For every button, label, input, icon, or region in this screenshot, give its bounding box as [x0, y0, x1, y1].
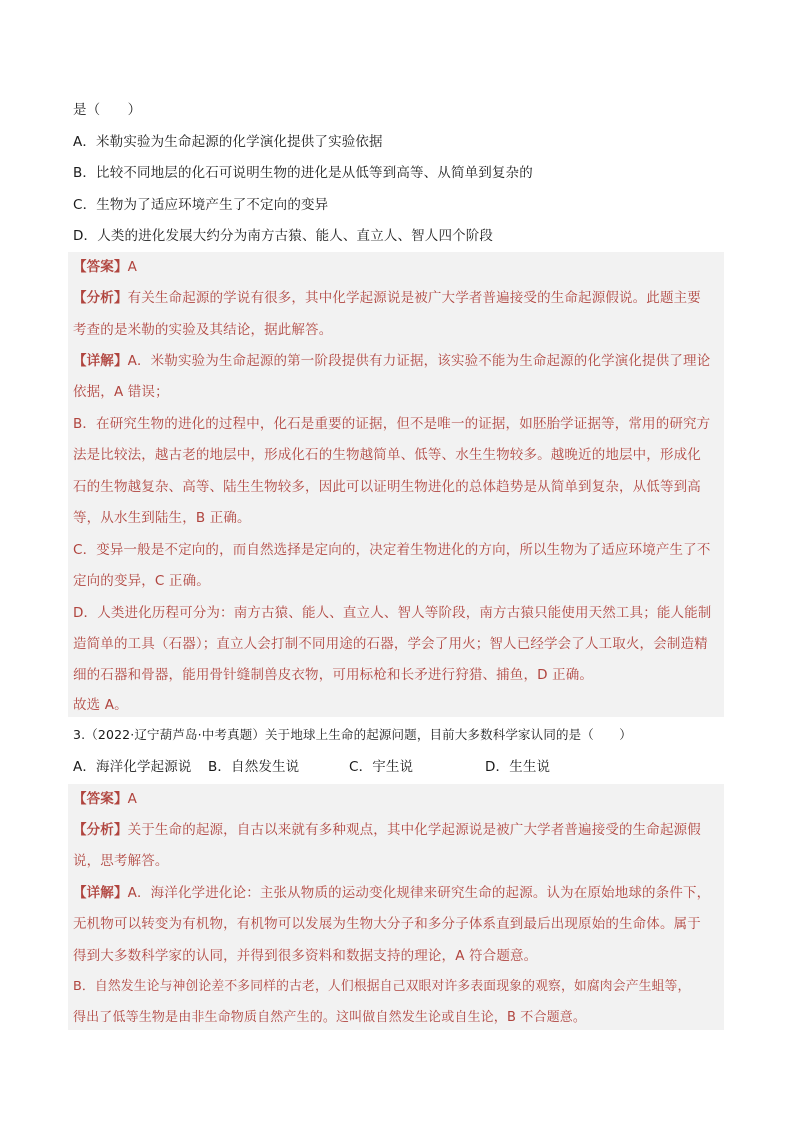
analysis-line: [73, 820, 701, 840]
answer-line: [73, 257, 137, 277]
q3-option-a: A．海洋化学起源说: [73, 759, 192, 775]
analysis-text: 关于生命的起源，自古以来就有多种观点，其中化学起源说是被广大学者普遍接受的生命起源假: [127, 822, 701, 838]
answer-line: [73, 789, 137, 809]
detail-text: 得出了低等生物是由非生命物质自然产生的。这叫做自然发生论或自生论，B 不合题意。: [73, 1010, 587, 1025]
option-b: B．比较不同地层的化石可说明生物的进化是从低等到高等、从简单到复杂的: [73, 165, 533, 181]
detail-text: C．变异一般是不定向的，而自然选择是定向的，决定着生物进化的方向，所以生物为了适应环境产生了不: [73, 542, 711, 558]
q3-option-c: C．宇生说: [349, 759, 414, 775]
detail-text: 造简单的工具（石器）；直立人会打制不同用途的石器，学会了用火；智人已经学会了人工取火，会制造精: [73, 636, 708, 652]
detail-text: 定向的变异，C 正确。: [73, 573, 210, 589]
detail-tag: 【详解】: [73, 885, 128, 901]
detail-text: B．自然发生论与神创论差不多同样的古老，人们根据自己双眼对许多表面现象的观察，如腐肉会产生蛆等，: [73, 979, 691, 994]
option-d: D．人类的进化发展大约分为南方古猿、能人、直立人、智人四个阶段: [73, 228, 494, 244]
analysis-line: [73, 288, 701, 308]
detail-text: 法是比较法，越古老的地层中，形成化石的生物越简单、低等、水生生物较多。越晚近的地层中，形成化: [73, 447, 701, 463]
question-stem-tail: 是（ ）: [73, 102, 142, 118]
detail-text: 故选 A。: [73, 697, 128, 713]
answer-value: A: [127, 791, 137, 807]
q3-option-b: B．自然发生说: [208, 759, 300, 775]
detail-text: 细的石器和骨器，能用骨针缝制兽皮衣物，可用标枪和长矛进行狩猎、捕鱼，D 正确。: [73, 667, 594, 683]
detail-text: B．在研究生物的进化的过程中，化石是重要的证据，但不是唯一的证据，如胚胎学证据等，常用的研究方: [73, 416, 711, 432]
answer-tag: 【答案】: [73, 259, 128, 275]
answer-value: A: [127, 259, 137, 275]
detail-text: D．人类进化历程可分为：南方古猿、能人、直立人、智人等阶段，南方古猿只能使用天然工具；能人能制: [73, 605, 712, 621]
analysis-text: 有关生命起源的学说有很多，其中化学起源说是被广大学者普遍接受的生命起源假说。此题主要: [127, 290, 701, 306]
analysis-tag: 【分析】: [73, 822, 128, 838]
option-a: A．米勒实验为生命起源的化学演化提供了实验依据: [73, 134, 383, 150]
question-3-stem: 3.（2022·辽宁葫芦岛·中考真题）关于地球上生命的起源问题，目前大多数科学家认同的是（ ）: [73, 727, 632, 742]
q3-option-d: D．生生说: [485, 759, 551, 775]
detail-tag: 【详解】: [73, 353, 128, 369]
detail-text: A．米勒实验为生命起源的第一阶段提供有力证据，该实验不能为生命起源的化学演化提供了理论: [127, 353, 711, 369]
detail-text: 无机物可以转变为有机物，有机物可以发展为生物大分子和多分子体系直到最后出现原始的生命体。属于: [73, 916, 701, 932]
detail-line: [73, 883, 710, 903]
analysis-tag: 【分析】: [73, 290, 128, 306]
detail-text: A．海洋化学进化论：主张从物质的运动变化规律来研究生命的起源。认为在原始地球的条件下，: [127, 885, 711, 901]
option-c: C．生物为了适应环境产生了不定向的变异: [73, 197, 329, 213]
analysis-text: 考查的是米勒的实验及其结论，据此解答。: [73, 322, 333, 338]
detail-text: 等，从水生到陆生，B 正确。: [73, 510, 251, 526]
detail-text: 石的生物越复杂、高等、陆生生物较多，因此可以证明生物进化的总体趋势是从简单到复杂，从低等到高: [73, 479, 701, 495]
detail-text: 得到大多数科学家的认同，并得到很多资料和数据支持的理论，A 符合题意。: [73, 948, 538, 964]
analysis-text: 说，思考解答。: [73, 853, 169, 869]
detail-text: 依据，A 错误；: [73, 384, 169, 400]
answer-tag: 【答案】: [73, 791, 128, 807]
detail-line: [73, 351, 710, 371]
